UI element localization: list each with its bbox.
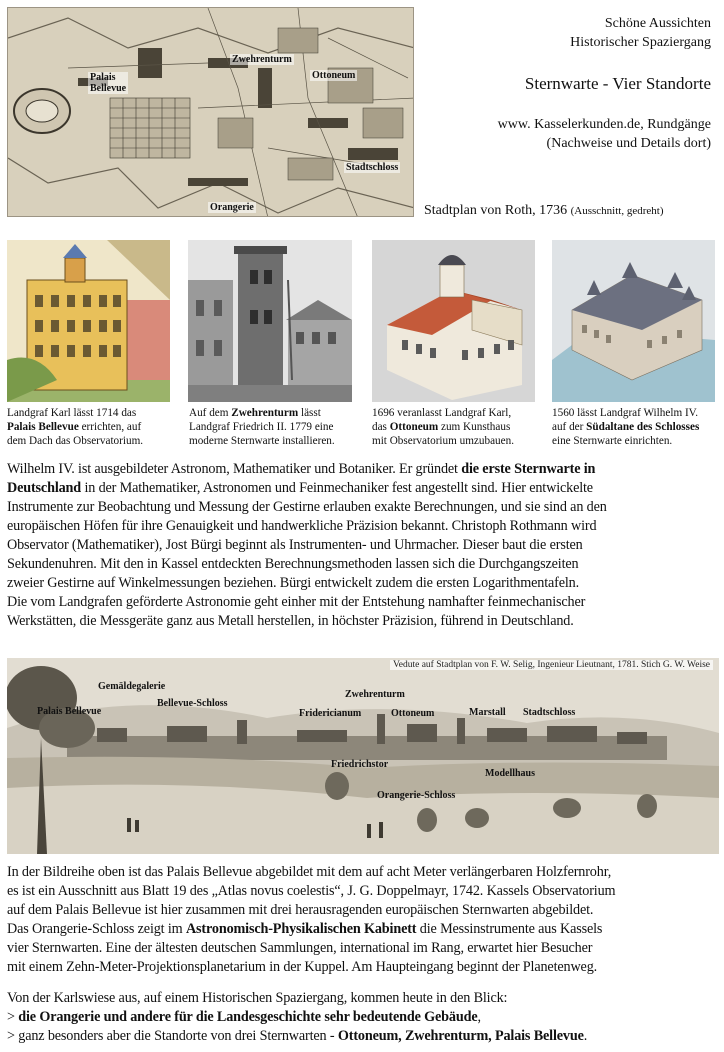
bold-first-observatory: die erste Sternwarte in <box>461 461 596 477</box>
photo-caption-stadtschloss: 1560 lässt Landgraf Wilhelm IV. auf der Südaltane des Schlosses eine Sternwarte einrichten. <box>552 407 700 447</box>
pano-label-marstall: Marstall <box>469 707 506 718</box>
photo-caption-zwehrenturm: Auf dem Zwehrenturm lässt Landgraf Friedrich II. 1779 eine moderne Sternwarte installieren. <box>189 407 335 447</box>
pano-label-friedrichstor: Friedrichstor <box>331 759 389 770</box>
panorama-credit: Vedute auf Stadtplan von F. W. Selig, Ingenieur Lieutnant, 1781. Stich G. W. Weise <box>390 660 713 670</box>
map-caption-main: Stadtplan von Roth, 1736 <box>424 203 568 218</box>
map-caption <box>424 203 664 219</box>
pano-label-ottoneum: Ottoneum <box>391 708 435 719</box>
series-heading <box>570 14 711 52</box>
sources-note: (Nachweise und Details dort) <box>546 136 711 151</box>
caption-bold-ottoneum: Ottoneum <box>389 421 439 433</box>
city-map-drawing <box>8 8 414 217</box>
bold-orangerie-buildings: die Orangerie und andere für die Landesgeschichte sehr bedeutende Gebäude <box>18 1009 478 1025</box>
map-label-zwehrenturm: Zwehrenturm <box>232 54 292 65</box>
photo-caption-ottoneum: 1696 veranlasst Landgraf Karl, das Ottoneum zum Kunsthaus mit Observatorium umzubauen. <box>372 407 514 447</box>
photo-zwehrenturm <box>188 240 352 402</box>
pano-label-stadtschloss: Stadtschloss <box>523 707 576 718</box>
pano-label-palais-bellevue: Palais Bellevue <box>37 706 102 717</box>
page-title: Sternwarte - Vier Standorte <box>524 74 711 93</box>
bold-three-observatories: Ottoneum, Zwehrenturm, Palais Bellevue <box>337 1028 584 1044</box>
map-label-orangerie: Orangerie <box>210 202 254 213</box>
map-label-stadtschloss: Stadtschloss <box>346 162 399 173</box>
series-line-1: Schöne Aussichten <box>604 16 711 31</box>
historic-city-map <box>7 7 414 217</box>
pano-label-modellhaus: Modellhaus <box>485 768 536 779</box>
photo-stadtschloss-model <box>552 240 715 402</box>
caption-bold-palais: Palais Bellevue <box>7 421 79 433</box>
photo-caption-palais: Landgraf Karl lässt 1714 das Palais Bellevue errichten, auf dem Dach das Observatorium. <box>7 407 144 447</box>
pano-label-zwehrenturm: Zwehrenturm <box>345 689 405 700</box>
paragraph-wilhelm-iv: Wilhelm IV. ist ausgebildeter Astronom, Mathematiker und Botaniker. Er gründet die erste Sternwarte in Deutschland in der Mathematiker, Astronomen und Feinmechaniker fest angestellt sind. Hier entwickelte Instrumente zur Beobachtung und Messung der Gestirne erlauben exakte Berechnungen, und sie sind an den europäischen Höfen für ihre Genauigkeit und handwerkliche Präzision bekannt. Christoph Rothmann wird Observator (Mathematiker), Jost Bürgi beginnt als Instrumenten- und Uhrmacher. Dieser baut die ersten Sekundenuhren. Mit den in Kassel entdeckten Berechnungsmethoden lassen sich die Durchgangszeiten zweier Gestirne auf Winkelmessungen beziehen. Bürgi entwickelt zudem die ersten Logarithmentafeln. Die vom Landgrafen geförderte Astronomie geht einher mit der Entstehung namhafter feinmechanischer Werkstätten, die Messgeräte ganz aus Metall herstellen, in höchster Präzision, führend in Deutschland. <box>7 461 607 629</box>
pano-label-fridericianum: Fridericianum <box>299 708 362 719</box>
pano-label-orangerie-schloss: Orangerie-Schloss <box>377 790 456 801</box>
bold-kabinett: Astronomisch-Physikalischen Kabinett <box>185 921 417 937</box>
caption-bold-schloss: Südaltane des Schlosses <box>586 421 700 433</box>
map-label-ottoneum: Ottoneum <box>312 70 356 81</box>
photo-ottoneum-model <box>372 240 535 402</box>
website-line: www. Kasselerkunden.de, Rundgänge <box>497 117 711 132</box>
caption-bold-zwehrenturm: Zwehrenturm <box>231 407 299 419</box>
website-note <box>498 115 711 153</box>
series-line-2: Historischer Spaziergang <box>570 35 711 50</box>
map-caption-note: (Ausschnitt, gedreht) <box>570 205 664 217</box>
pano-label-gemaeldegalerie: Gemäldegalerie <box>98 681 166 692</box>
paragraph-image-description: In der Bildreihe oben ist das Palais Bellevue abgebildet mit dem auf acht Meter verlängerbaren Holzfernrohr, es ist ein Ausschnitt aus Blatt 19 des „Atlas novus coelestis“, J. G. Doppelmayr, 1742. Kassels Observatorium auf dem Palais Bellevue ist hier zusammen mit drei herausragenden europäischen Sternwarten abgebildet. Das Orangerie-Schloss zeigt im Astronomisch-Physikalischen Kabinett die Messinstrumente aus Kassels vier Sternwarten. Eine der ältesten deutschen Sammlungen, international im Rang, erwartet hier Besucher mit einem Zehn-Meter-Projektionsplanetarium in der Kuppel. Am Haupteingang beginnt der Planetenweg. <box>7 864 616 975</box>
photo-palais-bellevue <box>7 240 170 402</box>
historic-panorama-engraving <box>7 658 719 854</box>
paragraph-walk-view: Von der Karlswiese aus, auf einem Historischen Spaziergang, kommen heute in den Blick: > die Orangerie und andere für die Landesgeschichte sehr bedeutende Gebäude, > ganz besonders aber die Standorte von drei Sternwarten - Ottoneum, Zwehrenturm, Palais Bellevue. <box>7 990 588 1044</box>
pano-label-bellevue-schloss: Bellevue-Schloss <box>157 698 228 709</box>
map-label-palais: Palais Bellevue <box>90 72 127 94</box>
